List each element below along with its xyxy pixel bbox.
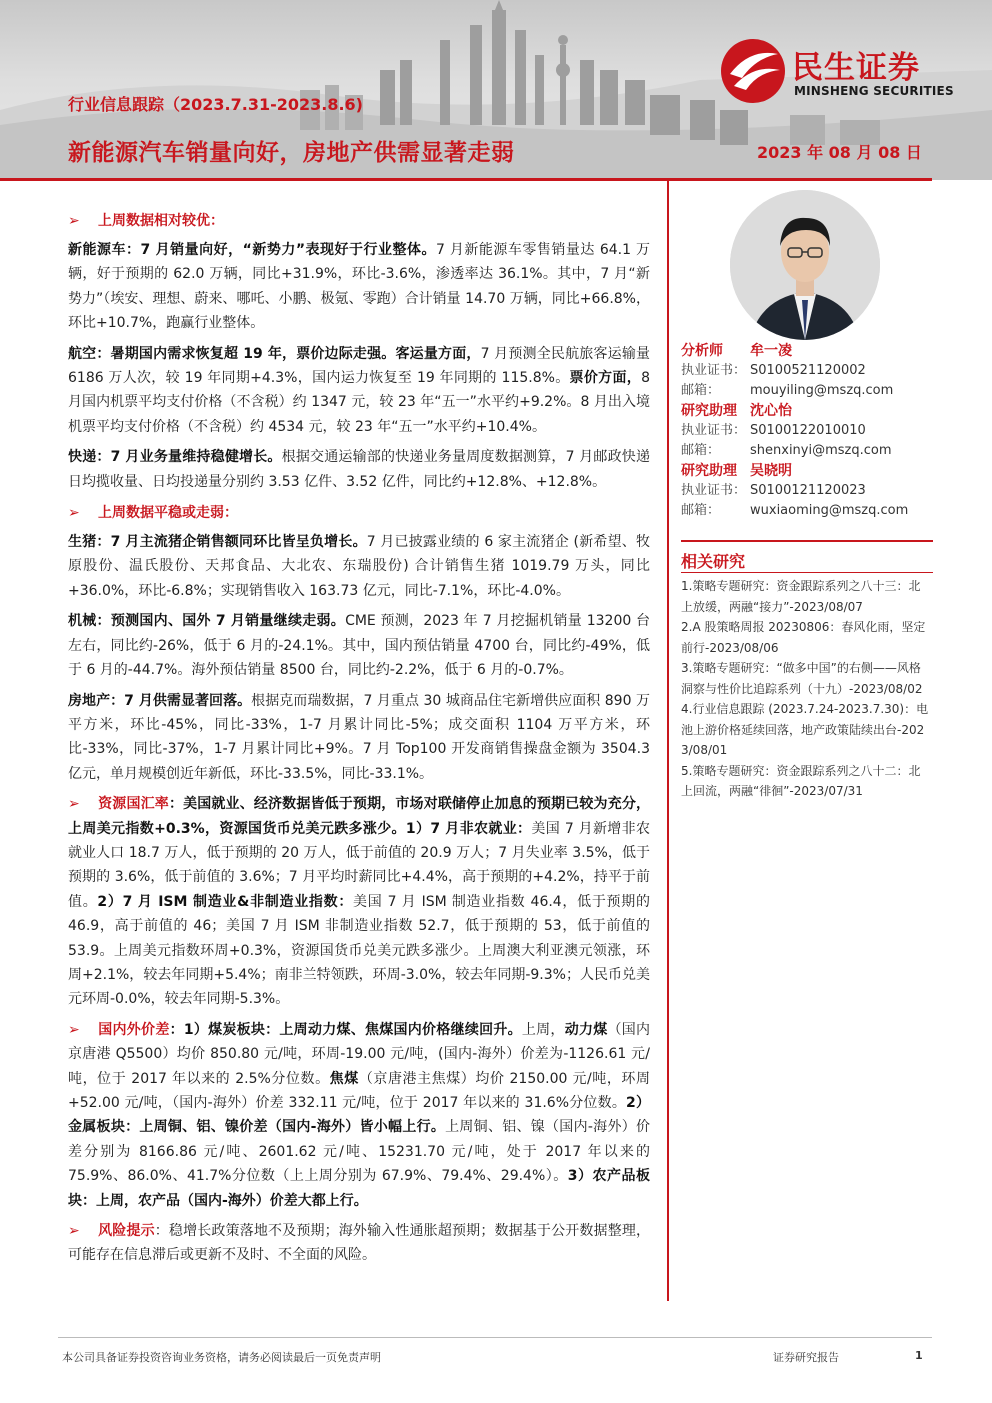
related-item[interactable]: 2.A 股策略周报 20230806：春风化雨，坚定前行-2023/08/06 xyxy=(681,620,926,655)
minsheng-emblem-icon xyxy=(720,36,790,106)
paragraph-hog: 生猪：7 月主流猪企销售额同环比皆呈负增长。7 月已披露业绩的 6 家主流猪企 (新希望、牧原股份、温氏股份、天邦食品、大北农、东瑞股份) 合计销售生猪 1019.79 万头，同比+36.0%，环比-6.8%；实现销售收入 163.73 亿元，同比-7.1%，环比-4.0%。 xyxy=(68,534,650,599)
related-rule-top xyxy=(681,540,933,542)
analyst-name: 牟一凌 xyxy=(750,343,792,359)
analyst-photo xyxy=(730,190,880,340)
analyst-email: shenxinyi@mszq.com xyxy=(750,443,892,458)
minsheng-logo xyxy=(720,36,965,106)
paragraph-express: 快递：7 月业务量维持稳健增长。根据交通运输部的快递业务量周度数据测算，7 月邮政快递日均揽收量、日均投递量分别约 3.53 亿件、3.52 亿件，同比约+12.8%、+12.8%。 xyxy=(68,449,650,490)
related-item[interactable]: 5.策略专题研究：资金跟踪系列之八十二：北上回流，两融“徘徊”-2023/07/31 xyxy=(681,763,921,798)
header-banner xyxy=(0,0,992,180)
header-rule xyxy=(0,178,932,181)
column-divider xyxy=(667,181,669,1301)
analyst-role-row xyxy=(681,401,933,421)
paragraph-nev: 新能源车：7 月销量向好，“新势力”表现好于行业整体。7 月新能源车零售销量达 64.1 万辆，好于预期的 62.0 万辆，同比+31.9%，环比-3.6%，渗透率达 36.1%。其中，7 月“新势力”（埃安、理想、蔚来、哪吒、小鹏、极氪、零跑）合计销量 14.70 万辆，同比+66.8%，环比+10.7%，跑赢行业整体。 xyxy=(68,242,650,332)
section-heading: ➢ 上周数据相对较优： xyxy=(68,208,650,234)
analyst-email: wuxiaoming@mszq.com xyxy=(750,503,909,518)
paragraph-property: 房地产：7 月供需显著回落。根据克而瑞数据，7 月重点 30 城商品住宅新增供应面积 890 万平方米，环比-45%，同比-33%，1-7 月累计同比-5%；成交面积 1104 万平方米，环比-33%，同比-37%，1-7 月累计同比+9%。7 月 Top100 开发商销售操盘金额为 3504.3 亿元，单月规模创近年新低，环比-33.5%，同比-33.1%。 xyxy=(68,692,650,782)
paragraph-risk: ➢ 风险提示：稳增长政策落地不及预期；海外输入性通胀超预期；数据基于公开数据整理，可能存在信息滞后或更新不及时、不全面的风险。 xyxy=(68,1219,650,1268)
analyst-role: 分析师 xyxy=(681,343,723,359)
related-research-title: 相关研究 xyxy=(681,552,746,571)
analyst-name: 沈心怡 xyxy=(750,403,792,419)
logo-chinese-text: 民生证券 xyxy=(792,50,920,86)
analyst-name: 吴晓明 xyxy=(750,463,792,479)
paragraph-fx: ➢ 资源国汇率：美国就业、经济数据皆低于预期，市场对联储停止加息的预期已较为充分，上周美元指数+0.3%，资源国货币兑美元跌多涨少。1）7 月非农就业：美国 7 月新增非农就业人口 18.7 万人，低于预期的 20 万人，低于前值的 20.9 万人；7 月失业率 3.5%，低于预期的 3.6%，低于前值的 3.6%；7 月平均时薪同比+4.4%，高于预期的+4.2%，持平于前值。2）7 月 ISM 制造业&非制造业指数：美国 7 月 ISM 制造业指数 46.4，低于预期的 46.9，高于前值的 46；美国 7 月 ISM 非制造业指数 52.7，低于预期的 53，低于前值的 53.9。上周美元指数环周+0.3%，资源国货币兑美元跌多涨少。上周澳大利亚澳元领涨，环周+2.1%，较去年同期+5.4%；南非兰特领跌，环周-3.0%，较去年同期-9.3%；人民币兑美元环周-0.0%，较去年同期-5.3%。 xyxy=(68,792,650,1012)
main-content xyxy=(68,208,650,1274)
footer-report-type: 证券研究报告 xyxy=(773,1351,839,1364)
section-heading: ➢ 上周数据平稳或走弱： xyxy=(68,500,650,526)
analyst-mail-row: 邮箱： mouyiling@mszq.com xyxy=(681,381,933,401)
page-number: 1 xyxy=(915,1349,923,1362)
analyst-mail-row: 邮箱： wuxiaoming@mszq.com xyxy=(681,501,933,521)
analyst-role-row xyxy=(681,341,933,361)
paragraph-machinery: 机械：预测国内、国外 7 月销量继续走弱。CME 预测，2023 年 7 月挖掘机销量 13200 台左右，同比约-26%，低于 6 月的-24.1%。其中，国内预估销量 4700 台，同比约-49%，低于 6 月的-44.7%。海外预估销量 8500 台，同比约-2.2%，低于 6 月的-0.7%。 xyxy=(68,613,650,679)
report-date: 2023 年 08 月 08 日 xyxy=(757,143,922,162)
analyst-list xyxy=(681,341,933,521)
footer-rule xyxy=(58,1337,932,1338)
report-category: 行业信息跟踪（2023.7.31-2023.8.6) xyxy=(68,95,363,114)
analyst-cert: S0100122010010 xyxy=(750,423,866,438)
related-item[interactable]: 1.策略专题研究：资金跟踪系列之八十三：北上放缓，两融“接力”-2023/08/07 xyxy=(681,579,921,614)
related-item[interactable]: 4.行业信息跟踪 (2023.7.24-2023.7.30)：电池上游价格延续回落，地产政策陆续出台-2023/08/01 xyxy=(681,702,929,757)
arrow-icon: ➢ xyxy=(68,1021,80,1038)
analyst-cert-row: 执业证书： S0100121120023 xyxy=(681,481,933,501)
analyst-cert: S0100521120002 xyxy=(750,363,866,378)
paragraph-price-spread: ➢ 国内外价差：1）煤炭板块：上周动力煤、焦煤国内价格继续回升。上周，动力煤（国内京唐港 Q5500）均价 850.80 元/吨，环周-19.00 元/吨，(国内-海外）价差为-1126.61 元/吨，位于 2017 年以来的 2.5%分位数。焦煤（京唐港主焦煤）均价 2150.00 元/吨，环周+52.00 元/吨，（国内-海外）价差 332.11 元/吨，位于 2017 年以来的 31.6%分位数。2）金属板块：上周铜、铝、镍价差（国内-海外）皆小幅上行。上周铜、铝、镍（国内-海外）价差分别为 8166.86 元/吨、2601.62 元/吨、15231.70 元/吨，处于 2017 年以来的 75.9%、86.0%、41.7%分位数（上上周分别为 67.9%、79.4%、29.4%）。3）农产品板块：上周，农产品（国内-海外）价差大都上行。 xyxy=(68,1018,650,1213)
arrow-icon: ➢ xyxy=(68,213,80,229)
analyst-cert: S0100121120023 xyxy=(750,483,866,498)
analyst-cert-row: 执业证书： S0100122010010 xyxy=(681,421,933,441)
report-title: 新能源汽车销量向好，房地产供需显著走弱 xyxy=(68,140,515,166)
arrow-icon: ➢ xyxy=(68,796,80,813)
arrow-icon: ➢ xyxy=(68,505,80,522)
analyst-mail-row: 邮箱： shenxinyi@mszq.com xyxy=(681,441,933,461)
arrow-icon: ➢ xyxy=(68,1223,80,1240)
analyst-email: mouyiling@mszq.com xyxy=(750,383,894,398)
footer-disclaimer: 本公司具备证券投资咨询业务资格，请务必阅读最后一页免责声明 xyxy=(62,1351,381,1364)
analyst-role-row xyxy=(681,461,933,481)
related-rule xyxy=(681,572,933,573)
logo-english-text: MINSHENG SECURITIES xyxy=(794,84,954,98)
paragraph-aviation: 航空：暑期国内需求恢复超 19 年，票价边际走强。客运量方面，7 月预测全民航旅客运输量 6186 万人次，较 19 年同期+4.3%，国内运力恢复至 19 年同期的 115.8%。票价方面，8 月国内机票平均支付价格（不含税）约 1347 元，较 23 年“五一”水平约+9.2%。8 月出入境机票平均支付价格（不含税）约 4534 元，较 23 年“五一”水平约+10.4%。 xyxy=(68,345,651,435)
analyst-cert-row: 执业证书： S0100521120002 xyxy=(681,361,933,381)
analyst-role: 研究助理 xyxy=(681,463,737,479)
related-item[interactable]: 3.策略专题研究：“做多中国”的右侧——风格洞察与性价比追踪系列（十九）-2023/08/02 xyxy=(681,661,923,696)
related-research-list xyxy=(681,576,929,802)
analyst-role: 研究助理 xyxy=(681,403,737,419)
